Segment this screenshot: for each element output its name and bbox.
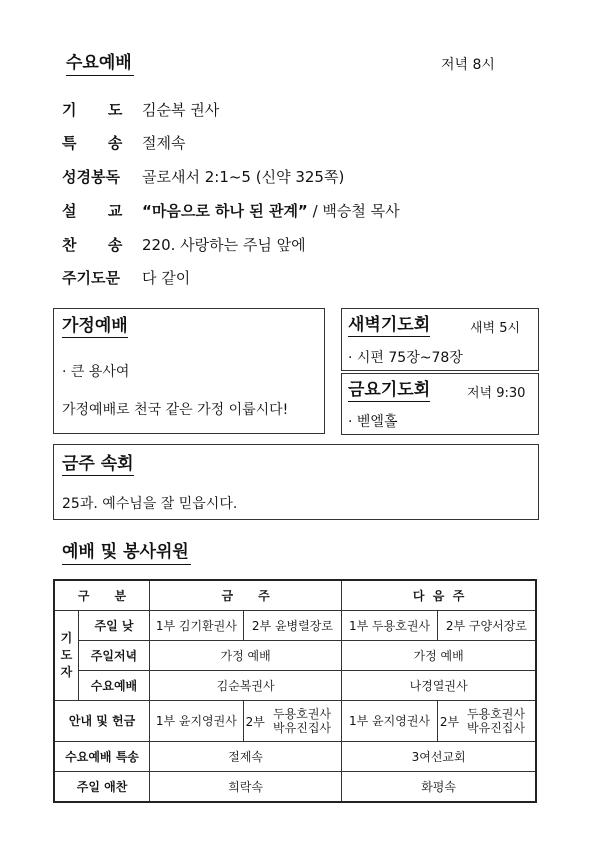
weekly-cell-title: 금주 속회: [62, 454, 134, 474]
wed-service-time: 저녁 8시: [441, 57, 495, 73]
cell: 나경열권사: [342, 671, 536, 701]
cell: 3여선교회: [342, 742, 536, 772]
two-prefix: 2부: [245, 715, 265, 729]
dawn-prayer-title: 새벽기도회: [348, 315, 431, 335]
family-worship-line2: 가정예배로 천국 같은 가정 이룹시다!: [62, 402, 289, 418]
roster-table: [53, 579, 537, 803]
svc-value: 다 같이: [142, 269, 191, 287]
family-worship-title: 가정예배: [62, 316, 128, 336]
cell: 화평속: [342, 772, 536, 803]
cell-line: 두용호권사: [273, 707, 332, 721]
cell: 1부 윤지영권사: [150, 701, 244, 742]
row-label: 안내 및 헌금: [54, 701, 150, 742]
dawn-prayer-time: 새벽 5시: [470, 321, 521, 336]
cell-usher-nw2: [437, 701, 536, 742]
table-row: [54, 641, 536, 671]
svc-value: 220. 사랑하는 주님 앞에: [142, 236, 306, 254]
svc-label: 특 송: [62, 134, 123, 152]
svc-row-hymn: [62, 232, 306, 258]
svc-value: 절제속: [142, 134, 186, 152]
svc-label: 성경봉독: [62, 168, 120, 186]
cell: 가정 예배: [150, 641, 342, 671]
svc-label: 기 도: [62, 101, 123, 119]
wed-service-title: 수요예배: [66, 52, 134, 76]
header-next-week: 다 음 주: [342, 580, 536, 611]
table-row: [54, 671, 536, 701]
row-label: 수요예배 특송: [54, 742, 150, 772]
table-row: [54, 772, 536, 803]
table-row: [54, 580, 536, 611]
cell-line: 박유진집사: [273, 721, 332, 735]
svc-row-sermon: [62, 198, 400, 224]
svc-label: 설 교: [62, 202, 123, 220]
table-row: [54, 742, 536, 772]
row-label: 주일 애찬: [54, 772, 150, 803]
cell: 김순복권사: [150, 671, 342, 701]
svc-row-prayer: [62, 97, 219, 123]
svc-row-special-song: [62, 130, 185, 156]
header-this-week: 금 주: [150, 580, 342, 611]
row-label: 주일 낮: [78, 611, 149, 641]
svc-row-lords-prayer: [62, 265, 190, 291]
family-worship-box: [53, 308, 325, 434]
prayer-label: 기 도 자: [54, 611, 78, 701]
table-row: [54, 611, 536, 641]
cell: 1부 김기환권사: [150, 611, 244, 641]
weekly-cell-text: 25과. 예수님을 잘 믿읍시다.: [62, 496, 238, 512]
cell: 절제속: [150, 742, 342, 772]
cell: 2부 윤병렬장로: [243, 611, 342, 641]
roster-title: 예배 및 봉사위원: [62, 541, 191, 565]
svc-label: 찬 송: [62, 236, 123, 254]
weekly-cell-box: [53, 444, 539, 520]
svc-value: 골로새서 2:1~5 (신약 325쪽): [142, 168, 345, 186]
cell: 희락속: [150, 772, 342, 803]
row-label: 주일저녁: [78, 641, 149, 671]
cell: 1부 두용호권사: [342, 611, 438, 641]
sermon-title: “마음으로 하나 된 관계”: [142, 202, 308, 220]
svc-value: 김순복 권사: [142, 101, 220, 119]
header-category: 구 분: [54, 580, 150, 611]
two-prefix: 2부: [439, 715, 460, 729]
table-row: [54, 701, 536, 742]
cell-usher-tw2: [243, 701, 342, 742]
friday-prayer-text: · 벧엘홀: [348, 414, 398, 430]
svc-row-scripture: [62, 164, 344, 190]
row-label: 수요예배: [78, 671, 149, 701]
dawn-prayer-box: [341, 308, 539, 371]
svc-label: 주기도문: [62, 269, 120, 287]
family-worship-line1: · 큰 용사여: [62, 364, 130, 380]
friday-prayer-time: 저녁 9:30: [467, 386, 526, 401]
cell-line: 박유진집사: [467, 721, 525, 735]
dawn-prayer-text: · 시편 75장~78장: [348, 350, 463, 366]
cell-line: 두용호권사: [467, 707, 525, 721]
friday-prayer-title: 금요기도회: [348, 380, 431, 400]
cell: 2부 구양서장로: [437, 611, 536, 641]
friday-prayer-box: [341, 373, 539, 435]
cell: 가정 예배: [342, 641, 536, 671]
sermon-preacher: / 백승철 목사: [307, 202, 400, 220]
cell: 1부 윤지영권사: [342, 701, 438, 742]
